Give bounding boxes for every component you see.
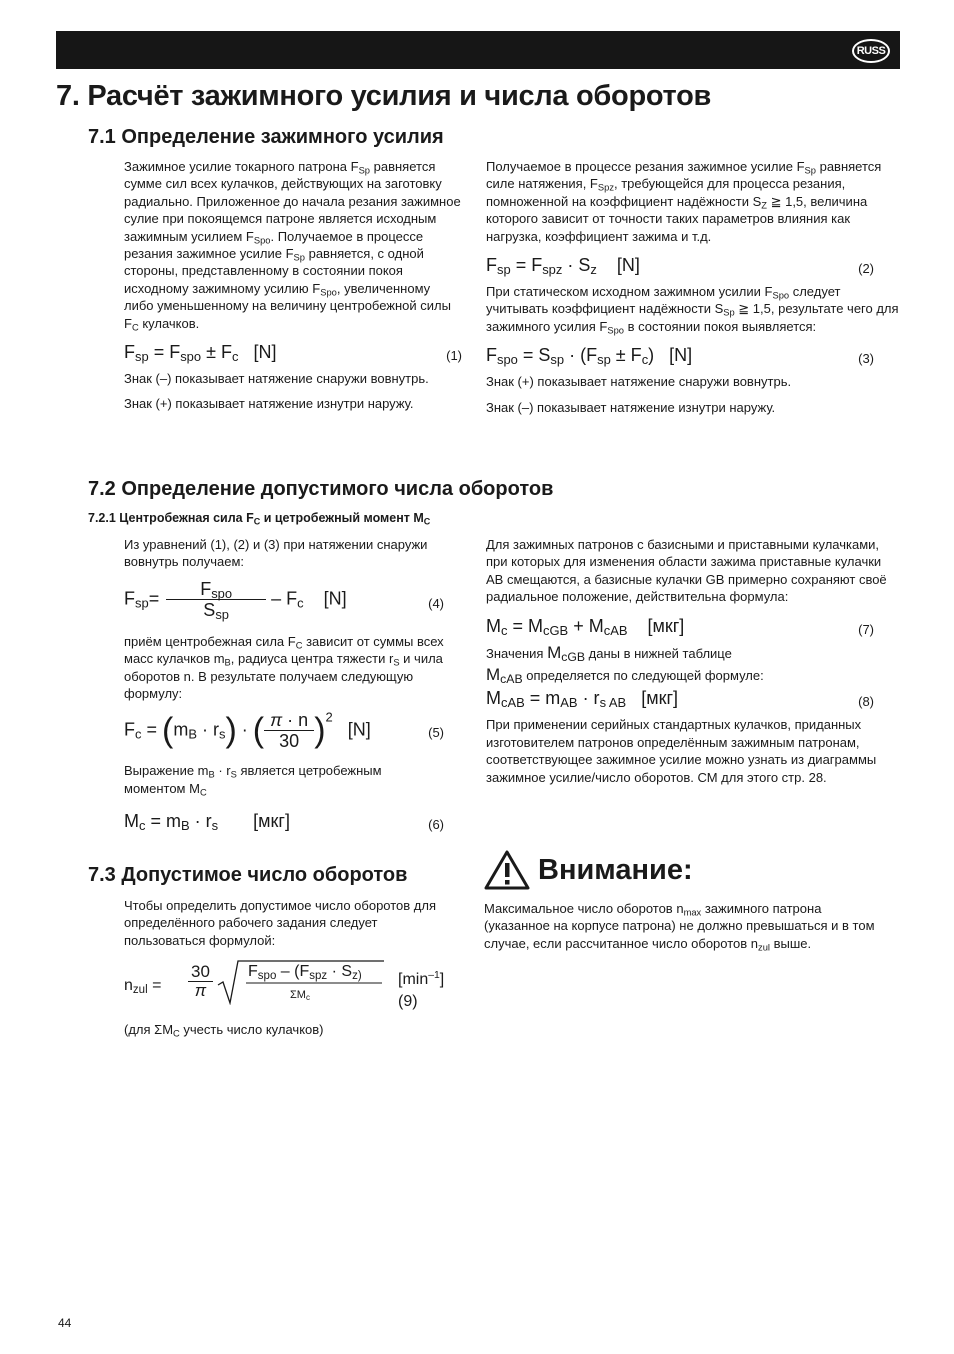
paragraph: При применении серийных стандартных кулачков, приданных изготовителем патронов определённым зажимным патронам, соответствующее зажимное усилие можно узнать из диаграммы зажимное усилие/число оборотов. СМ для этого стр. 28. xyxy=(486,717,877,785)
warning-title: Внимание: xyxy=(538,853,693,886)
section-7-1-right-column xyxy=(486,158,900,424)
paragraph: (для $\Sigma M_C$ учесть число кулачков) xyxy=(124,1022,324,1039)
warning-box xyxy=(484,850,904,960)
section-7-2-1-heading: 7.2.1 Центробежная сила $F_C$ и цетробежный момент $M_C$ xyxy=(88,511,431,527)
paragraph: Знак (–) показывает натяжение изнутри наружу. xyxy=(486,399,776,415)
section-7-2-right-column xyxy=(486,536,900,794)
section-7-3-content xyxy=(124,897,460,1047)
page-number: 44 xyxy=(58,1316,72,1330)
paragraph: Знак (+) показывает натяжение изнутри наружу. xyxy=(124,396,414,412)
formula-number: (2) xyxy=(858,261,874,277)
formula-number: (6) xyxy=(428,817,444,833)
paragraph: Зажимное усилие токарного патрона $F_{Sp}$ равняется сумме сил всех кулачков, действующих на заготовку радиально. Приложенное до начала резания зажимное сулие при покоящемся патроне является исходным зажимным усилием $F_{Spo}$. Получаемое в процессе резания зажимное усилие $F_{Sp}$ равняется, с одной стороны, представленному в состоянии покоя исходному зажимному усилию $F_{Spo}$, увеличенному либо уменьшенному на величину центробежной силы $F_C$ кулачков. xyxy=(124,159,461,332)
formula-4: $F_{sp}=$ $\frac{F_{spo}}{S_{sp}}$ – $F_c$ [N] (4) xyxy=(124,578,444,623)
formula-6: $M_c = m_B \cdot r_s$ [мкг] (6) xyxy=(124,809,444,833)
page-title: 7. Расчёт зажимного усилия и числа оборотов xyxy=(56,80,712,112)
paragraph: Выражение $m_B \cdot r_S$ является цетробежным моментом $M_C$ xyxy=(124,763,382,798)
paragraph: При статическом исходном зажимном усилии $F_{Spo}$ следует учитывать коэффициент надёжности $S_{Sp}$ ≧ 1,5, результате чего для зажимного усилия $F_{Spo}$ в состоянии покоя выявляется: xyxy=(486,284,899,336)
section-7-1-left-column xyxy=(124,158,462,421)
formula-9: $n_{zul}$ = $\frac{30}{\pi}$ $F_{spo} - (F_{spz} \cdot S_{z)}$ $\Sigma M_c$ $[\min^{-1}]$ (9) xyxy=(124,957,460,1015)
formula-number: (8) xyxy=(858,694,874,710)
warning-triangle-icon xyxy=(484,850,530,890)
warning-text: Максимальное число оборотов $n_{max}$ зажимного патрона (указанное на корпусе патрона) не должно превышаться и в том случае, если рассчитанное число оборотов $n_{zul}$ выше. xyxy=(484,901,875,953)
section-7-2-left-column xyxy=(124,536,444,839)
russ-logo: RUSS xyxy=(852,39,890,63)
paragraph: Получаемое в процессе резания зажимное усилие $F_{Sp}$ равняется силе натяжения, $F_{Spz}$, требующейся для процесса резания, помноженной на коэффициент надёжности $S_Z$ ≧ 1,5, величина которого зависит от точности таких параметров влияния как нагрузка, коэффициент зажима и т.д. xyxy=(486,159,882,244)
section-7-3-heading: 7.3 Допустимое число оборотов xyxy=(88,864,408,886)
formula-number: (1) xyxy=(446,348,462,364)
paragraph: Знак (+) показывает натяжение снаружи вовнутрь. xyxy=(486,374,792,390)
paragraph: $M_{cAB}$ определяется по следующей формуле: xyxy=(486,665,764,687)
paragraph: Значения $M_{cGB}$ даны в нижней таблице xyxy=(486,642,732,664)
formula-number: (9) xyxy=(398,993,418,1011)
formula-3: $F_{spo} = S_{sp} \cdot (F_{sp} \pm F_c)$ [N] (3) xyxy=(486,343,874,367)
paragraph: Для зажимных патронов с базисными и приставными кулачками, при которых для изменения области зажима приставные кулачки AB смещаются, а базисные кулачки GB примерно сохраняют своё радиальное положение, действительна формула: xyxy=(486,537,887,605)
paragraph: Чтобы определить допустимое число оборотов для определённого рабочего задания следует пользоваться формулой: xyxy=(124,898,437,948)
paragraph: Из уравнений (1), (2) и (3) при натяжении снаружи вовнутрь получаем: xyxy=(124,537,428,570)
formula-7: $M_c = M_{cGB} + M_{cAB}$ [мкг] (7) xyxy=(486,614,874,638)
formula-2: $F_{sp} = F_{spz} \cdot S_z$ [N] (2) xyxy=(486,253,874,277)
formula-number: (5) xyxy=(428,725,444,741)
paragraph: приём центробежная сила $F_C$ зависит от суммы всех масс кулачков $m_B$, радиуса центра тяжести $r_S$ и чила оборотов n. В результате получаем следующую формулу: xyxy=(124,633,444,702)
section-7-2-heading: 7.2 Определение допустимого числа оборотов xyxy=(88,478,554,500)
formula-5: $F_c = (m_B \cdot r_s)$ · ( $\frac{\pi \cdot n}{30}$ )$^2$ [N] (5) xyxy=(124,709,444,752)
header-bar xyxy=(56,31,900,69)
paragraph: Знак (–) показывает натяжение снаружи вовнутрь. xyxy=(124,371,429,387)
formula-number: (3) xyxy=(858,351,874,367)
formula-1: $F_{sp} = F_{spo} \pm F_c$ [N] (1) xyxy=(124,340,462,364)
section-7-1-heading: 7.1 Определение зажимного усилия xyxy=(88,126,444,148)
formula-number: (4) xyxy=(428,595,444,611)
formula-number: (7) xyxy=(858,621,874,637)
formula-8: $M_{cAB} = m_{AB} \cdot r_{s AB}$ [мкг] (8) xyxy=(486,686,874,710)
